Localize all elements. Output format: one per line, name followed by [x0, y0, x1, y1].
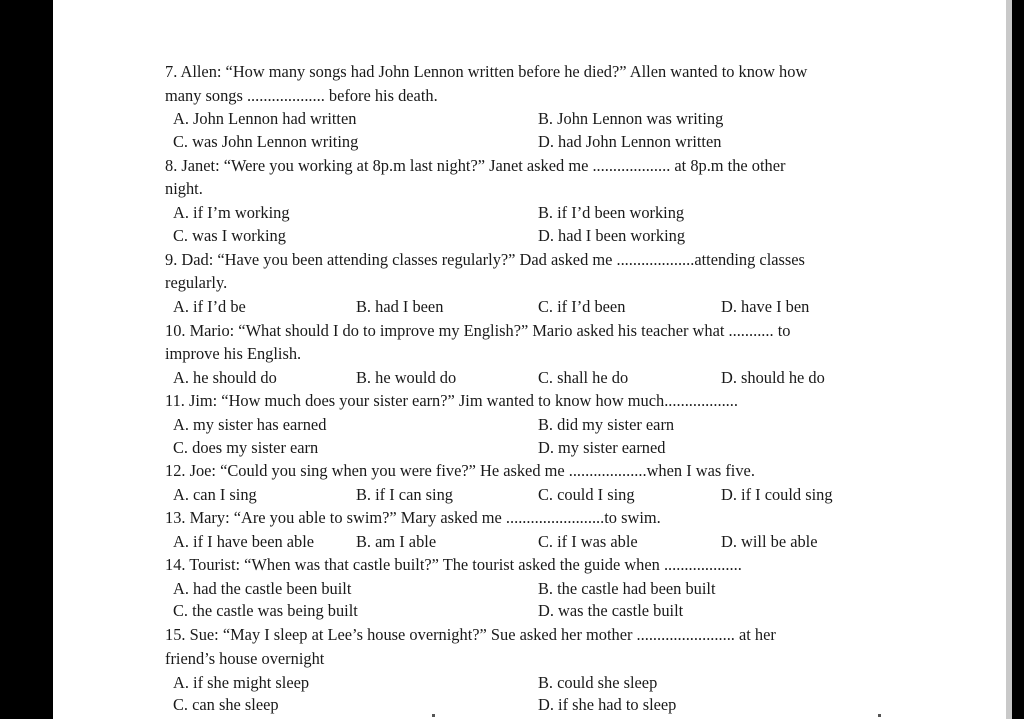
question-10-option-d: D. should he do	[721, 368, 825, 387]
question-10-option-c: C. shall he do	[538, 368, 629, 387]
question-14-option-c: C. the castle was being built	[173, 601, 358, 620]
question-15-option-b: B. could she sleep	[538, 673, 658, 692]
question-13-stem: 13. Mary: “Are you able to swim?” Mary asked me ........................to swim.	[165, 508, 661, 527]
question-12-stem: 12. Joe: “Could you sing when you were five?” He asked me ...................when I was five.	[165, 461, 755, 480]
question-15-stem-line1: 15. Sue: “May I sleep at Lee’s house overnight?” Sue asked her mother ........................ at her	[165, 625, 776, 644]
question-15-option-d: D. if she had to sleep	[538, 695, 677, 714]
question-10-option-a: A. he should do	[173, 368, 277, 387]
question-11-option-d: D. my sister earned	[538, 438, 666, 457]
question-11-option-a: A. my sister has earned	[173, 415, 327, 434]
left-black-border	[0, 0, 53, 719]
question-12-option-a: A. can I sing	[173, 485, 257, 504]
question-7-option-b: B. John Lennon was writing	[538, 109, 724, 128]
page-mark	[878, 714, 881, 717]
question-14-stem: 14. Tourist: “When was that castle built?” The tourist asked the guide when ...................	[165, 555, 742, 574]
question-14-option-b: B. the castle had been built	[538, 579, 716, 598]
question-9-option-b: B. had I been	[356, 297, 444, 316]
question-9-stem-line1: 9. Dad: “Have you been attending classes regularly?” Dad asked me ...................attending classes	[165, 250, 805, 269]
question-15-option-a: A. if she might sleep	[173, 673, 310, 692]
question-12-option-b: B. if I can sing	[356, 485, 453, 504]
question-10-option-b: B. he would do	[356, 368, 457, 387]
question-13-option-b: B. am I able	[356, 532, 437, 551]
question-9-stem-line2: regularly.	[165, 273, 228, 292]
question-10-stem-line1: 10. Mario: “What should I do to improve my English?” Mario asked his teacher what ........... to	[165, 321, 791, 340]
question-7-option-a: A. John Lennon had written	[173, 109, 357, 128]
question-7-option-d: D. had John Lennon written	[538, 132, 722, 151]
question-13-option-d: D. will be able	[721, 532, 818, 551]
question-10-stem-line2: improve his English.	[165, 344, 302, 363]
question-15-option-c: C. can she sleep	[173, 695, 279, 714]
question-8-stem-line1: 8. Janet: “Were you working at 8p.m last night?” Janet asked me ................... at 8p.m the other	[165, 156, 786, 175]
question-7-stem-line2: many songs ................... before his death.	[165, 86, 438, 105]
question-9-option-c: C. if I’d been	[538, 297, 626, 316]
question-15-stem-line2: friend’s house overnight	[165, 649, 325, 668]
question-12-option-d: D. if I could sing	[721, 485, 833, 504]
question-8-option-c: C. was I working	[173, 226, 286, 245]
question-14-option-d: D. was the castle built	[538, 601, 684, 620]
question-11-stem: 11. Jim: “How much does your sister earn?” Jim wanted to know how much..................	[165, 391, 738, 410]
question-8-option-d: D. had I been working	[538, 226, 686, 245]
right-black-border	[1012, 0, 1024, 719]
question-8-option-a: A. if I’m working	[173, 203, 290, 222]
question-7-stem-line1: 7. Allen: “How many songs had John Lennon written before he died?” Allen wanted to know how	[165, 62, 808, 81]
question-9-option-d: D. have I ben	[721, 297, 810, 316]
question-13-option-a: A. if I have been able	[173, 532, 315, 551]
question-11-option-c: C. does my sister earn	[173, 438, 319, 457]
question-9-option-a: A. if I’d be	[173, 297, 246, 316]
question-14-option-a: A. had the castle been built	[173, 579, 352, 598]
question-12-option-c: C. could I sing	[538, 485, 635, 504]
question-8-stem-line2: night.	[165, 179, 203, 198]
page-mark	[432, 714, 435, 717]
question-8-option-b: B. if I’d been working	[538, 203, 685, 222]
question-13-option-c: C. if I was able	[538, 532, 638, 551]
question-11-option-b: B. did my sister earn	[538, 415, 675, 434]
question-7-option-c: C. was John Lennon writing	[173, 132, 359, 151]
